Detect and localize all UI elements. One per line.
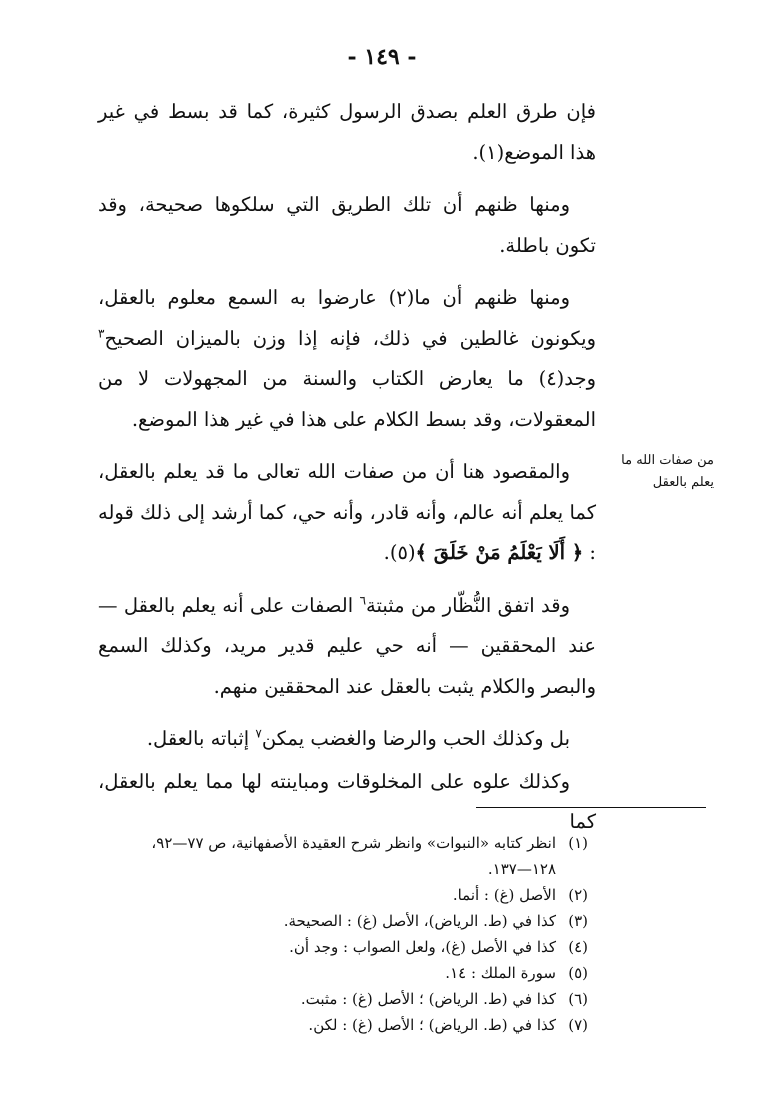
paragraph-text: وكذلك علوه على المخلوقات ومباينته لها مما يعلم بالعقل، كما xyxy=(98,769,596,833)
paragraph-end: . xyxy=(472,140,479,164)
footnote-text: كذا في (ط. الرياض)، الأصل (غ) : الصحيحة. xyxy=(283,912,556,930)
footnote-ref-4: (٤) xyxy=(538,367,565,390)
footnote-ref-5: (٥) xyxy=(389,541,416,564)
paragraph-text: فإن طرق العلم بصدق الرسول كثيرة، كما قد بسط في غير هذا الموضع xyxy=(98,100,596,164)
footnote-text: كذا في (ط. الرياض) ؛ الأصل (غ) : مثبت. xyxy=(300,990,556,1008)
footnote-ref-6: ٦ xyxy=(359,593,367,607)
footnote-6 xyxy=(56,986,588,1012)
footnotes xyxy=(56,830,588,1038)
quran-verse: ﴿ أَلَا يَعْلَمُ مَنْ خَلَقَ ﴾ xyxy=(415,541,584,564)
main-text xyxy=(98,92,596,855)
footnote-7 xyxy=(56,1012,588,1038)
paragraph-text: بل وكذلك الحب والرضا والغضب يمكن xyxy=(261,727,570,750)
paragraph-text: والمقصود هنا أن من صفات الله تعالى ما قد يعلم بالعقل، كما يعلم أنه عالم، وأنه قادر، وأنه حي، كما أرشد إلى ذلك قوله : xyxy=(98,460,596,564)
footnote-2 xyxy=(56,882,588,908)
footnote-number: (٣) xyxy=(568,912,588,930)
paragraph-end: . xyxy=(383,541,390,564)
paragraph-text: وقد اتفق النُّظّار من مثبتة xyxy=(366,593,570,617)
paragraph-text: إثباته بالعقل. xyxy=(146,727,256,750)
paragraph-6 xyxy=(98,719,596,760)
footnote-text: كذا في (ط. الرياض) ؛ الأصل (غ) : لكن. xyxy=(308,1016,556,1034)
footnote-number: (٦) xyxy=(568,990,588,1008)
footnote-3 xyxy=(56,908,588,934)
paragraph-3 xyxy=(98,278,596,440)
page-number: - ١٤٩ - xyxy=(347,44,417,70)
paragraph-text: وجد xyxy=(564,367,596,390)
footnote-number: (٥) xyxy=(568,964,588,982)
margin-note: من صفات الله ما يعلم بالعقل xyxy=(621,453,714,490)
footnote-number: (١) xyxy=(568,834,588,852)
footnote-ref-1: (١) xyxy=(478,140,505,164)
footnote-1 xyxy=(56,830,588,882)
footnote-text: سورة الملك : ١٤. xyxy=(445,964,556,982)
footnote-divider xyxy=(476,807,706,808)
paragraph-5 xyxy=(98,586,596,708)
footnote-number: (٧) xyxy=(568,1016,588,1034)
footnote-text: كذا في الأصل (غ)، ولعل الصواب : وجد أن. xyxy=(289,938,556,956)
paragraph-text: ومنها ظنهم أن تلك الطريق التي سلكوها صحيحة، وقد تكون باطلة. xyxy=(98,193,596,257)
paragraph-2 xyxy=(98,185,596,266)
paragraph-1 xyxy=(98,92,596,173)
footnote-ref-7: ٧ xyxy=(255,726,262,741)
footnote-4 xyxy=(56,934,588,960)
paragraph-text: عارضوا به السمع معلوم بالعقل، ويكونون غالطين في ذلك، فإنه إذا وزن بالميزان الصحيح xyxy=(98,286,596,350)
footnote-number: (٢) xyxy=(568,886,588,904)
paragraph-text: الصفات على أنه يعلم بالعقل — عند المحققين — أنه حي عليم قدير مريد، وكذلك السمع والبصر والكلام يثبت بالعقل عند المحققين منهم. xyxy=(98,593,596,698)
footnote-ref-2: (٢) xyxy=(388,286,415,309)
paragraph-text: ما يعارض الكتاب والسنة من المجهولات لا من المعقولات، وقد بسط الكلام على هذا في غير هذا الموضع. xyxy=(98,367,596,431)
footnote-text: الأصل (غ) : أنما. xyxy=(452,886,556,904)
footnote-number: (٤) xyxy=(568,938,588,956)
paragraph-text: ومنها ظنهم أن ما xyxy=(414,286,570,309)
paragraph-4 xyxy=(98,452,596,574)
footnote-ref-3: ٣ xyxy=(98,326,105,340)
footnote-text: انظر كتابه «النبوات» وانظر شرح العقيدة الأصفهانية، ص ٧٧—٩٢، xyxy=(151,834,556,852)
footnote-5 xyxy=(56,960,588,986)
footnote-continuation: ١٢٨—١٣٧. xyxy=(487,860,556,878)
